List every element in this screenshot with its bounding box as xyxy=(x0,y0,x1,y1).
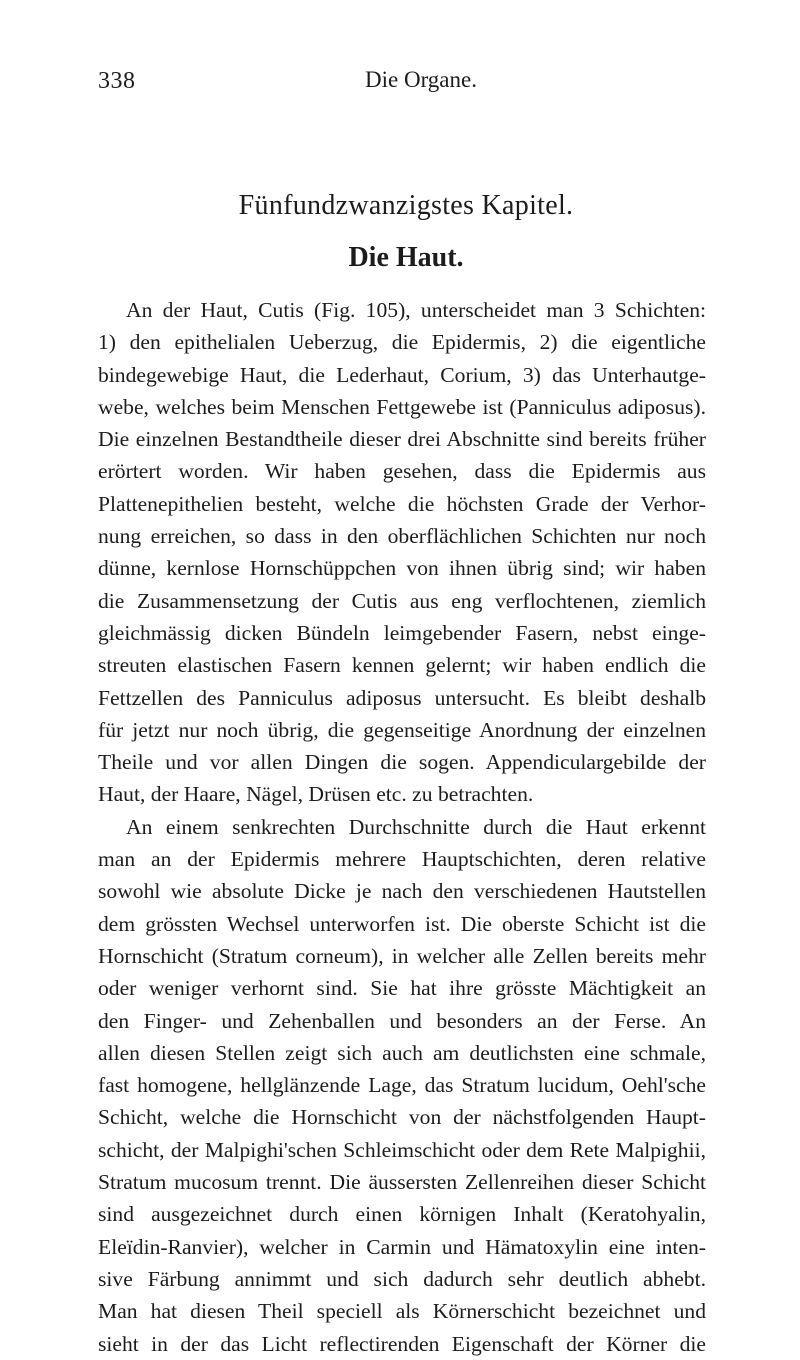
text-line: webe, welches beim Menschen Fettgewebe ist (Panniculus adiposus). xyxy=(98,394,706,419)
body-text xyxy=(98,294,706,1360)
text-line: Schicht, welche die Hornschicht von der nächstfolgenden Haupt- xyxy=(98,1105,706,1130)
text-line: nung erreichen, so dass in den oberflächlichen Schichten nur noch xyxy=(98,524,706,549)
text-line: fast homogene, hellglänzende Lage, das Stratum lucidum, Oehl'sche xyxy=(98,1073,706,1098)
text-line: erörtert worden. Wir haben gesehen, dass die Epidermis aus xyxy=(98,459,706,484)
text-line: man an der Epidermis mehrere Hauptschichten, deren relative xyxy=(98,847,706,872)
text-line: bindegewebige Haut, die Lederhaut, Corium, 3) das Unterhautge- xyxy=(98,362,706,387)
text-line: die Zusammensetzung der Cutis aus eng verflochtenen, ziemlich xyxy=(98,588,706,613)
text-line: für jetzt nur noch übrig, die gegenseitige Anordnung der einzelnen xyxy=(98,717,706,742)
text-line: Stratum mucosum trennt. Die äussersten Zellenreihen dieser Schicht xyxy=(98,1170,706,1195)
text-line: schicht, der Malpighi'schen Schleimschicht oder dem Rete Malpighii, xyxy=(98,1137,706,1162)
text-line: sive Färbung annimmt und sich dadurch sehr deutlich abhebt. xyxy=(98,1266,706,1291)
text-line: streuten elastischen Fasern kennen gelernt; wir haben endlich die xyxy=(98,653,706,678)
text-line: Hornschicht (Stratum corneum), in welcher alle Zellen bereits mehr xyxy=(98,943,706,968)
text-line: Fettzellen des Panniculus adiposus untersucht. Es bleibt deshalb xyxy=(98,685,706,710)
chapter-heading: Fünfundzwanzigstes Kapitel. xyxy=(238,190,574,221)
text-line: An einem senkrechten Durchschnitte durch die Haut erkennt xyxy=(126,814,706,839)
text-line: Haut, der Haare, Nägel, Drüsen etc. zu betrachten. xyxy=(98,782,534,807)
text-line: Plattenepithelien besteht, welche die höchsten Grade der Verhor- xyxy=(98,491,706,516)
text-line: gleichmässig dicken Bündeln leimgebender Fasern, nebst einge- xyxy=(98,620,706,645)
text-line: sieht in der das Licht reflectirenden Eigenschaft der Körner die xyxy=(98,1331,706,1356)
page-number: 338 xyxy=(98,68,136,94)
text-line: dem grössten Wechsel unterworfen ist. Die oberste Schicht ist die xyxy=(98,911,706,936)
section-title: Die Haut. xyxy=(348,242,464,273)
text-line: 1) den epithelialen Ueberzug, die Epidermis, 2) die eigentliche xyxy=(98,330,706,355)
paragraph xyxy=(98,294,706,811)
text-line: Theile und vor allen Dingen die sogen. Appendiculargebilde der xyxy=(98,750,706,775)
text-line: sind ausgezeichnet durch einen körnigen Inhalt (Keratohyalin, xyxy=(98,1202,706,1227)
text-line: sowohl wie absolute Dicke je nach den verschiedenen Hautstellen xyxy=(98,879,706,904)
paragraph xyxy=(98,811,706,1360)
text-line: Die einzelnen Bestandtheile dieser drei Abschnitte sind bereits früher xyxy=(98,427,706,452)
text-line: oder weniger verhornt sind. Sie hat ihre grösste Mächtigkeit an xyxy=(98,976,706,1001)
text-line: dünne, kernlose Hornschüppchen von ihnen übrig sind; wir haben xyxy=(98,556,706,581)
text-line: Eleïdin-Ranvier), welcher in Carmin und Hämatoxylin eine inten- xyxy=(98,1234,706,1259)
running-head: Die Organe. xyxy=(365,67,477,92)
text-line: Man hat diesen Theil speciell als Körnerschicht bezeichnet und xyxy=(98,1299,706,1324)
text-line: allen diesen Stellen zeigt sich auch am deutlichsten eine schmale, xyxy=(98,1040,706,1065)
text-line: den Finger- und Zehenballen und besonders an der Ferse. An xyxy=(98,1008,706,1033)
text-line: An der Haut, Cutis (Fig. 105), unterscheidet man 3 Schichten: xyxy=(126,298,706,322)
